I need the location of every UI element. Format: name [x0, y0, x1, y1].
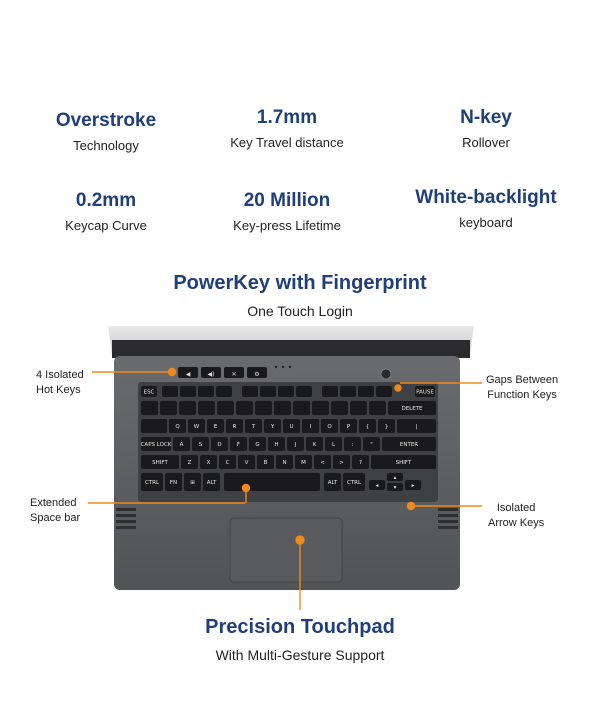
- callout-line: 4 Isolated: [36, 369, 84, 381]
- callout-arrow-keys: [488, 501, 544, 531]
- callout-line: Space bar: [30, 512, 81, 524]
- number-key: [369, 401, 386, 415]
- feature-subtitle: Rollover: [462, 135, 510, 150]
- touchpad-marker: [296, 536, 304, 544]
- function-key: [242, 386, 258, 397]
- touchpad-heading: [0, 616, 600, 663]
- key-label: {: [365, 424, 370, 430]
- key-label: ?: [359, 460, 362, 466]
- feature-subtitle: Keycap Curve: [65, 218, 147, 233]
- svg-text:◀: ◀: [185, 371, 191, 378]
- svg-text:⚙: ⚙: [254, 371, 260, 378]
- feature-title: N-key: [460, 107, 512, 128]
- number-key: [217, 401, 234, 415]
- key-label: ESC: [143, 389, 155, 396]
- number-key: [179, 401, 196, 415]
- function-key: [322, 386, 338, 397]
- key-label: O: [327, 424, 332, 430]
- function-key: [216, 386, 232, 397]
- number-key: [350, 401, 367, 415]
- number-key: [255, 401, 272, 415]
- feature-subtitle: Key Travel distance: [230, 135, 344, 150]
- key-label: N: [282, 460, 287, 466]
- tab-key: [141, 419, 167, 433]
- key-label: |: [415, 424, 418, 430]
- callout-line: Extended: [30, 497, 77, 509]
- key-label: J: [294, 442, 297, 448]
- callout-line: Function Keys: [487, 389, 557, 401]
- function-key: [376, 386, 392, 397]
- key-label: F: [236, 442, 241, 448]
- number-key: [198, 401, 215, 415]
- function-key: [340, 386, 356, 397]
- callout-line: Hot Keys: [36, 384, 81, 396]
- svg-text:◀): ◀): [207, 371, 215, 378]
- key-label: CAPS LOCK: [140, 442, 172, 448]
- feature-title: 20 Million: [243, 190, 331, 211]
- function-key: [260, 386, 276, 397]
- key-label: ⊞: [190, 480, 195, 486]
- key-label: :: [351, 442, 354, 448]
- key-label: CTRL: [144, 480, 160, 486]
- callout-function-gaps: [486, 373, 558, 403]
- function-key: [358, 386, 374, 397]
- powerkey-title: PowerKey with Fingerprint: [173, 272, 427, 294]
- key-label: E: [213, 424, 218, 430]
- feature-title: 1.7mm: [256, 107, 318, 128]
- key-label: I: [309, 424, 312, 430]
- key-label: >: [339, 460, 344, 466]
- number-key: [331, 401, 348, 415]
- space-bar: [224, 473, 320, 491]
- key-label: R: [232, 424, 237, 430]
- key-label: U: [289, 424, 294, 430]
- key-label: L: [331, 442, 336, 448]
- key-label: X: [206, 460, 211, 466]
- key-label: Q: [175, 424, 180, 430]
- key-label: SHIFT: [395, 460, 412, 466]
- feature-title: White-backlight: [415, 187, 557, 208]
- feature-subtitle: Technology: [73, 138, 139, 153]
- key-label: ▾: [393, 485, 397, 491]
- number-key: [160, 401, 177, 415]
- feature-title: Overstroke: [55, 110, 157, 131]
- key-label: DELETE: [401, 406, 423, 412]
- number-key: [274, 401, 291, 415]
- feature-subtitle: Key-press Lifetime: [233, 218, 341, 233]
- callout-hot-keys: [36, 368, 84, 398]
- key-label: }: [384, 424, 389, 430]
- key-label: ◂: [375, 483, 379, 489]
- key-label: ALT: [206, 480, 217, 486]
- powerkey-subtitle: One Touch Login: [247, 303, 353, 319]
- key-label: G: [255, 442, 260, 448]
- function-key: [180, 386, 196, 397]
- touchpad: [230, 518, 342, 582]
- key-label: ▴: [393, 475, 397, 481]
- number-key: [236, 401, 253, 415]
- key-label: PAUSE: [416, 389, 434, 396]
- key-label: D: [217, 442, 222, 448]
- callout-line: Gaps Between: [486, 374, 559, 386]
- key-label: C: [225, 460, 230, 466]
- function-key: [198, 386, 214, 397]
- key-label: <: [320, 460, 325, 466]
- key-label: A: [179, 442, 184, 448]
- key-label: V: [244, 460, 249, 466]
- function-key: [278, 386, 294, 397]
- key-label: S: [198, 442, 203, 448]
- key-label: ENTER: [399, 442, 419, 448]
- touchpad-title: Precision Touchpad: [205, 616, 395, 638]
- function-key: [296, 386, 312, 397]
- key-label: FN: [169, 480, 178, 486]
- key-label: K: [312, 442, 317, 448]
- key-label: ": [370, 442, 373, 448]
- key-label: W: [193, 424, 200, 430]
- key-label: Y: [270, 424, 275, 430]
- gaps-marker: [395, 385, 401, 391]
- hinge: [112, 340, 470, 358]
- svg-text:✕: ✕: [231, 371, 237, 378]
- feature-title: 0.2mm: [75, 190, 137, 211]
- key-label: T: [251, 424, 256, 430]
- callout-line: Isolated: [496, 502, 536, 514]
- key-label: B: [263, 460, 268, 466]
- touchpad-subtitle: With Multi-Gesture Support: [215, 647, 385, 663]
- number-key: [312, 401, 329, 415]
- key-label: Z: [187, 460, 192, 466]
- number-key: [141, 401, 158, 415]
- feature-subtitle: keyboard: [459, 215, 513, 230]
- power-key: [381, 369, 391, 379]
- arrows-marker: [408, 503, 415, 510]
- number-key: [293, 401, 310, 415]
- key-label: P: [346, 424, 351, 430]
- function-key: [162, 386, 178, 397]
- key-label: ALT: [327, 480, 338, 486]
- callout-line: Arrow Keys: [488, 517, 545, 529]
- key-label: ▸: [411, 483, 415, 489]
- callout-space-bar: [30, 496, 80, 526]
- key-label: CTRL: [346, 480, 362, 486]
- key-label: SHIFT: [152, 460, 168, 466]
- hotkeys-marker: [169, 369, 176, 376]
- key-label: H: [274, 442, 279, 448]
- key-label: M: [301, 460, 306, 466]
